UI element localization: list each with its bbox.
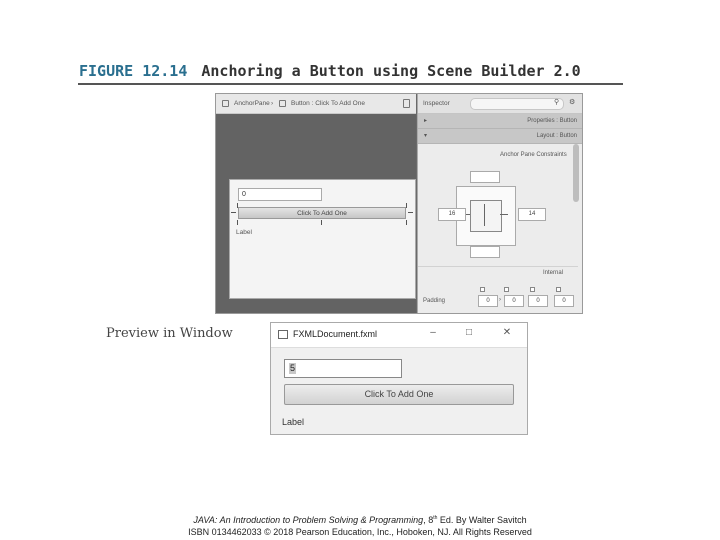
figure-number: FIGURE 12.14 bbox=[79, 62, 188, 80]
maximize-icon[interactable]: □ bbox=[465, 327, 473, 338]
padding-bottom-field[interactable]: 0 bbox=[528, 295, 548, 307]
search-icon: ⚲ bbox=[554, 99, 560, 106]
download-icon bbox=[222, 100, 229, 107]
collapse-arrow-icon: ▸ bbox=[424, 118, 428, 124]
padding-label: Padding bbox=[423, 298, 446, 304]
padding-checkbox[interactable] bbox=[530, 287, 535, 292]
preview-label: Preview in Window bbox=[106, 326, 233, 341]
book-title: JAVA: An Introduction to Problem Solving & Programming bbox=[193, 515, 424, 525]
canvas-label[interactable]: Label bbox=[236, 229, 252, 236]
result-label: Label bbox=[282, 417, 305, 427]
bottom-anchor-field[interactable] bbox=[470, 246, 500, 258]
canvas-button[interactable]: Click To Add One bbox=[238, 207, 406, 219]
padding-checkbox[interactable] bbox=[480, 287, 485, 292]
padding-checkbox[interactable] bbox=[504, 287, 509, 292]
figure-title bbox=[79, 62, 581, 80]
anchor-inner-box bbox=[470, 200, 502, 232]
top-anchor-field[interactable] bbox=[470, 171, 500, 183]
anchor-line bbox=[500, 214, 508, 215]
caption-line-2: ISBN 0134462033 © 2018 Pearson Education, Inc., Hoboken, NJ. All Rights Reserved bbox=[188, 527, 532, 537]
properties-section-header[interactable] bbox=[418, 114, 583, 129]
constraints-title: Anchor Pane Constraints bbox=[500, 152, 567, 158]
number-text-field[interactable] bbox=[284, 359, 402, 378]
caption-line-1 bbox=[0, 512, 720, 526]
text-field-value: 5 bbox=[290, 363, 296, 373]
edition-number: , 8 bbox=[423, 515, 434, 525]
padding-left-field[interactable]: 0 bbox=[554, 295, 574, 307]
section-label: Layout : Button bbox=[536, 133, 577, 139]
scene-builder-screenshot bbox=[215, 93, 583, 314]
inspector-title: Inspector bbox=[423, 100, 450, 107]
close-icon[interactable]: ✕ bbox=[502, 327, 512, 338]
inspector-scrollbar[interactable] bbox=[573, 144, 579, 202]
breadcrumb-button[interactable]: Button : Click To Add One bbox=[291, 100, 365, 107]
section-label: Properties : Button bbox=[527, 118, 577, 124]
document-icon[interactable] bbox=[403, 99, 410, 108]
anchor-guide bbox=[237, 203, 238, 208]
edition-author: Ed. By Walter Savitch bbox=[437, 515, 527, 525]
edition-suffix: th bbox=[433, 515, 438, 521]
breadcrumb-bar bbox=[216, 94, 416, 114]
window-title-bar[interactable] bbox=[271, 323, 527, 348]
internal-label: Internal bbox=[543, 270, 564, 276]
anchor-guide bbox=[406, 203, 407, 208]
app-window-icon bbox=[278, 330, 288, 339]
expand-arrow-icon: ▾ bbox=[424, 133, 428, 139]
click-to-add-one-button[interactable]: Click To Add One bbox=[284, 384, 514, 405]
inspector-header bbox=[418, 94, 583, 114]
inspector-panel bbox=[417, 94, 583, 313]
chevron-right-icon: › bbox=[499, 297, 501, 303]
window-title: FXMLDocument.fxml bbox=[293, 329, 378, 339]
anchor-guide bbox=[321, 220, 322, 225]
chevron-right-icon: › bbox=[271, 100, 274, 107]
anchor-guide bbox=[237, 220, 238, 225]
book-caption bbox=[0, 512, 720, 538]
left-anchor-field[interactable]: 16 bbox=[438, 208, 466, 221]
anchor-guide bbox=[231, 212, 236, 213]
anchor-guide bbox=[406, 220, 407, 225]
figure-title-text: Anchoring a Button using Scene Builder 2.0 bbox=[201, 62, 581, 80]
title-divider bbox=[78, 83, 623, 85]
divider bbox=[418, 266, 578, 267]
inspector-search-input[interactable] bbox=[470, 98, 564, 110]
padding-right-field[interactable]: 0 bbox=[504, 295, 524, 307]
minimize-icon[interactable]: – bbox=[430, 327, 436, 338]
anchor-line bbox=[484, 204, 485, 226]
canvas-text-field[interactable]: 0 bbox=[238, 188, 322, 201]
button-node-icon bbox=[279, 100, 286, 107]
padding-checkbox[interactable] bbox=[556, 287, 561, 292]
padding-top-field[interactable]: 0 bbox=[478, 295, 498, 307]
fxml-preview-window bbox=[270, 322, 528, 435]
gear-icon[interactable]: ⚙ bbox=[569, 99, 576, 106]
right-anchor-field[interactable]: 14 bbox=[518, 208, 546, 221]
breadcrumb-anchorpane[interactable]: AnchorPane bbox=[234, 100, 270, 107]
layout-section-header[interactable] bbox=[418, 129, 583, 144]
anchor-guide bbox=[408, 212, 413, 213]
